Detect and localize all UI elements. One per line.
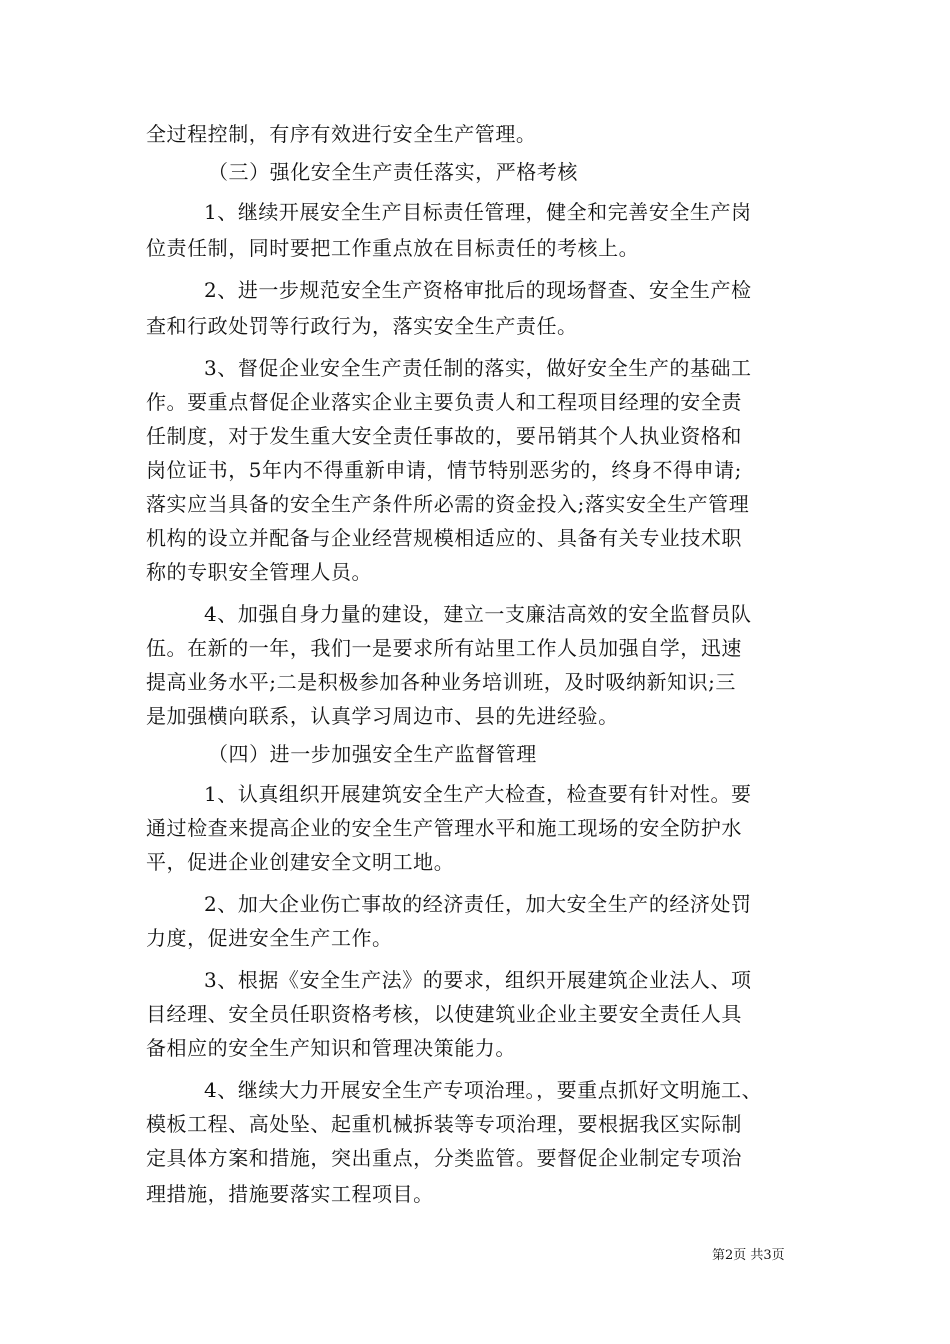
section-heading: （三）强化安全生产责任落实，严格考核 [208,160,578,184]
text-line: 平，促进企业创建安全文明工地。 [146,850,455,874]
text-line: 3、督促企业安全生产责任制的落实，做好安全生产的基础工 [204,356,752,380]
text-line: 查和行政处罚等行政行为，落实安全生产责任。 [146,314,578,338]
text-line: 目经理、安全员任职资格考核，以使建筑业企业主要安全责任人具 [146,1002,742,1026]
text-line: 理措施，措施要落实工程项目。 [146,1182,434,1206]
text-line: 模板工程、高处坠、起重机械拆装等专项治理，要根据我区实际制 [146,1112,742,1136]
text-line: 3、根据《安全生产法》的要求，组织开展建筑企业法人、项 [204,968,752,992]
text-line: 岗位证书，5年内不得重新申请，情节特别恶劣的，终身不得申请; [146,458,742,482]
text-line: 机构的设立并配备与企业经营规模相适应的、具备有关专业技术职 [146,526,742,550]
text-line: 伍。在新的一年，我们一是要求所有站里工作人员加强自学，迅速 [146,636,742,660]
text-line: 2、加大企业伤亡事故的经济责任，加大安全生产的经济处罚 [204,892,752,916]
text-line: 提高业务水平;二是积极参加各种业务培训班，及时吸纳新知识;三 [146,670,736,694]
text-line: 1、认真组织开展建筑安全生产大检查，检查要有针对性。要 [204,782,752,806]
text-line: 4、继续大力开展安全生产专项治理。，要重点抓好文明施工、 [204,1078,763,1102]
page-number: 第2页 共3页 [712,1248,785,1263]
text-line: 全过程控制，有序有效进行安全生产管理。 [146,122,537,146]
text-line: 位责任制，同时要把工作重点放在目标责任的考核上。 [146,236,640,260]
text-line: 落实应当具备的安全生产条件所必需的资金投入;落实安全生产管理 [146,492,750,516]
text-line: 4、加强自身力量的建设，建立一支廉洁高效的安全监督员队 [204,602,752,626]
section-heading: （四）进一步加强安全生产监督管理 [208,742,537,766]
text-line: 力度，促进安全生产工作。 [146,926,393,950]
text-line: 通过检查来提高企业的安全生产管理水平和施工现场的安全防护水 [146,816,742,840]
text-line: 作。要重点督促企业落实企业主要负责人和工程项目经理的安全责 [146,390,742,414]
text-line: 定具体方案和措施，突出重点，分类监管。要督促企业制定专项治 [146,1146,742,1170]
text-line: 任制度，对于发生重大安全责任事故的，要吊销其个人执业资格和 [146,424,742,448]
text-line: 是加强横向联系，认真学习周边市、县的先进经验。 [146,704,619,728]
text-line: 称的专职安全管理人员。 [146,560,373,584]
text-line: 备相应的安全生产知识和管理决策能力。 [146,1036,516,1060]
text-line: 2、进一步规范安全生产资格审批后的现场督查、安全生产检 [204,278,752,302]
text-line: 1、继续开展安全生产目标责任管理，健全和完善安全生产岗 [204,200,752,224]
